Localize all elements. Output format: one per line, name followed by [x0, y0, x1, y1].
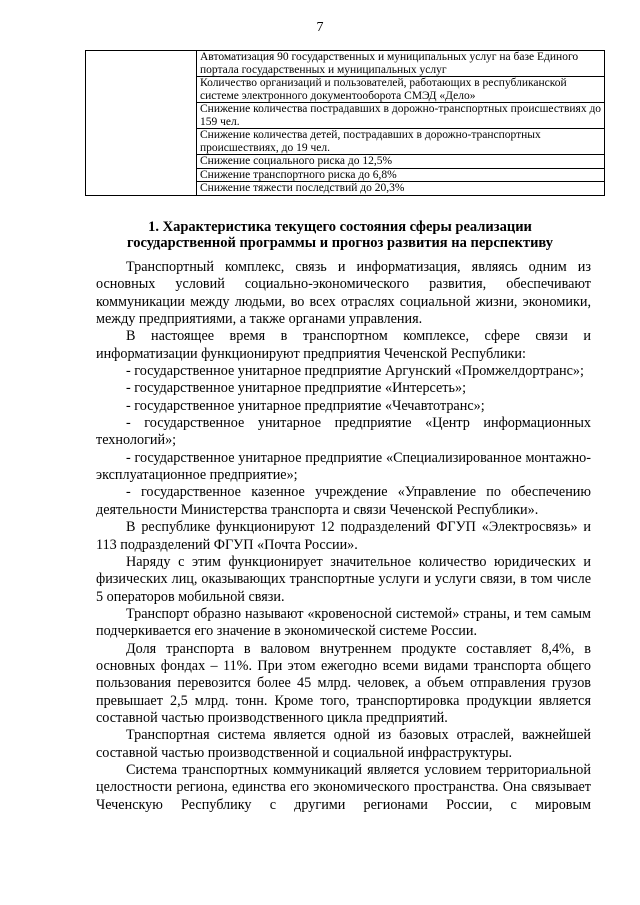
paragraph: Наряду с этим функционирует значительное количество юридических и физических лиц, оказывающих транспортные услуги и услуги связи, в том числе 5 операторов мобильной связи.	[96, 553, 591, 605]
list-item: - государственное унитарное предприятие Аргунский «Промжелдортранс»;	[126, 363, 584, 380]
page-number: 7	[316, 20, 324, 35]
list-item: - государственное казенное учреждение «Управление по обеспечению деятельности Министерства транспорта и связи Чеченской Республики».	[96, 484, 591, 518]
section-body	[96, 259, 591, 814]
table-cell: Снижение социального риска до 12,5%	[197, 155, 605, 169]
table-cell: Снижение тяжести последствий до 20,3%	[197, 182, 605, 196]
table-row	[86, 51, 605, 77]
paragraph: Доля транспорта в валовом внутреннем продукте составляет 8,4%, в основных фондах – 11%. При этом ежегодно всеми видами транспорта общего пользования перевозится более 45 млрд. человек, а объем отправления грузов превышает 2,5 млрд. тонн. Кроме того, транспортировка продукции является составной частью производственного цикла предприятий.	[96, 640, 591, 726]
section-heading	[95, 219, 585, 251]
paragraph: Транспортный комплекс, связь и информатизация, являясь одним из основных условий социально-экономического развития, обеспечивают коммуникации между людьми, во всех отраслях социальной жизни, экономики, между предприятиями, а также органами управления.	[96, 259, 591, 328]
paragraph: Транспорт образно называют «кровеносной системой» страны, и тем самым подчеркивается его значение в экономической системе России.	[96, 605, 591, 640]
list-item: - государственное унитарное предприятие «Специализированное монтажно-эксплуатационное предприятие»;	[96, 449, 591, 484]
table-cell: Снижение количества детей, пострадавших в дорожно-транспортных происшествиях, до 19 чел.	[197, 129, 605, 155]
heading-line: 1. Характеристика текущего состояния сферы реализации	[148, 219, 532, 235]
goals-table	[85, 50, 605, 196]
heading-line: государственной программы и прогноз развития на перспективу	[126, 235, 554, 251]
paragraph: Система транспортных коммуникаций является условием территориальной целостности региона, единства его экономического пространства. Она связывает Чеченскую Республику с другими регионами России, с мировым	[96, 761, 591, 813]
list-item: - государственное унитарное предприятие «Интерсеть»;	[126, 380, 467, 397]
table-cell: Количество организаций и пользователей, работающих в республиканской системе электронного документооборота СМЭД «Дело»	[197, 77, 605, 103]
paragraph: Транспортная система является одной из базовых отраслей, важнейшей составной частью производственной и социальной инфраструктуры.	[96, 727, 591, 761]
list-item: - государственное унитарное предприятие «Чечавтотранс»;	[126, 397, 485, 414]
table-cell: Автоматизация 90 государственных и муниципальных услуг на базе Единого портала государственных и муниципальных услуг	[197, 51, 605, 77]
list-item: - государственное унитарное предприятие «Центр информационных технологий»;	[96, 415, 591, 449]
table-cell: Снижение количества пострадавших в дорожно-транспортных происшествиях до 159 чел.	[197, 103, 605, 129]
empty-cell	[86, 51, 197, 196]
table-cell: Снижение транспортного риска до 6,8%	[197, 168, 605, 182]
paragraph: В республике функционируют 12 подразделений ФГУП «Электросвязь» и 113 подразделений ФГУП «Почта России».	[96, 519, 591, 553]
paragraph: В настоящее время в транспортном комплексе, сфере связи и информатизации функционируют предприятия Чеченской Республики:	[96, 328, 591, 362]
